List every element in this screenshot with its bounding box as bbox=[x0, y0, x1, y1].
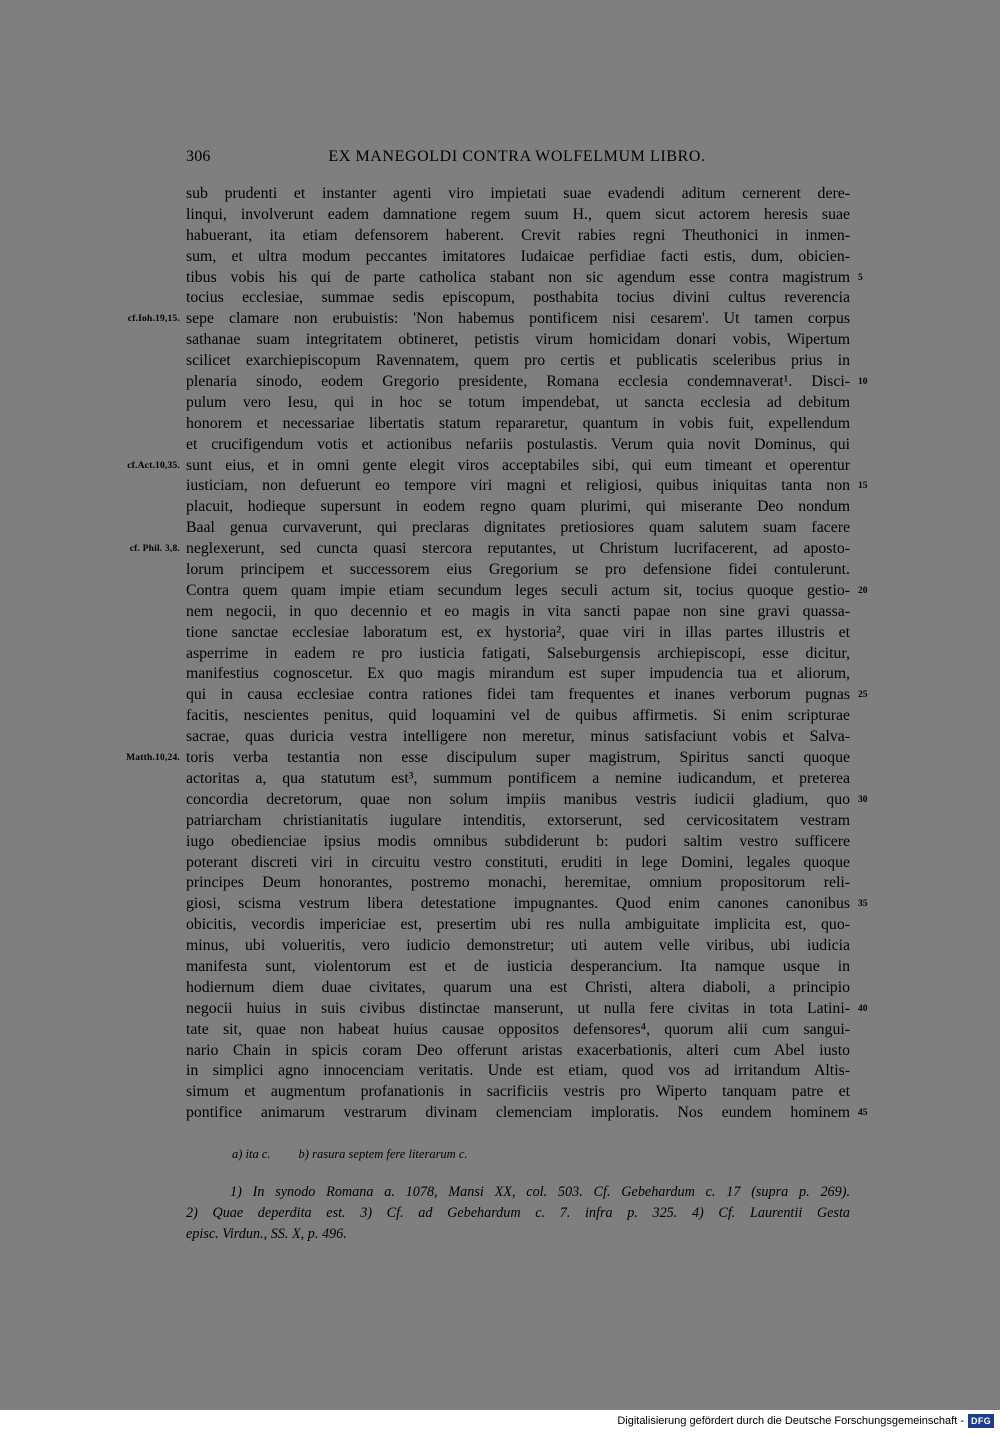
line-text: sepe clamare non erubuistis: 'Non habemus pontificem nisi cesarem'. Ut tamen corpus bbox=[186, 310, 850, 328]
line-text: actoritas a, qua statutum est³, summum pontificem a nemine iudicandum, et preterea bbox=[186, 769, 850, 787]
line-text: sathanae suam integritatem obtineret, petistis virum homicidam donari vobis, Wipertum bbox=[186, 331, 850, 349]
footnote-line: episc. Virdun., SS. X, p. 496. bbox=[186, 1226, 347, 1242]
text-line bbox=[186, 769, 850, 790]
line-text: principes Deum honorantes, postremo monachi, heremitae, omnium propositorum reli- bbox=[186, 874, 850, 892]
line-text: placuit, hodieque supersunt in eodem regno quam plurimi, qui miserante Deo nondum bbox=[186, 498, 850, 516]
text-line bbox=[186, 205, 850, 226]
text-line bbox=[186, 247, 850, 268]
footnotes bbox=[186, 1182, 850, 1245]
text-line bbox=[186, 581, 868, 602]
page-header bbox=[186, 148, 848, 172]
line-text: lorum principem et successorem eius Gregorium se pro defensione fidei contulerunt. bbox=[186, 561, 850, 579]
line-text: in simplici agno innocenciam veritatis. Unde est etiam, quod vos ad irritandum Altis- bbox=[186, 1062, 850, 1080]
line-text: pulum vero Iesu, qui in hoc se totum impendebat, ut sancta ecclesia ad debitum bbox=[186, 393, 850, 411]
line-text: scilicet exarchiepiscopum Ravennatem, quem pro certis et publicatis sceleribus prius in bbox=[186, 352, 850, 370]
text-line bbox=[186, 351, 850, 372]
text-line bbox=[186, 644, 850, 665]
text-line bbox=[186, 811, 850, 832]
text-line bbox=[186, 184, 850, 205]
line-text: manifesta sunt, violentorum est et de iusticia desperancium. Ita namque usque in bbox=[186, 957, 850, 975]
text-line bbox=[186, 435, 850, 456]
text-line bbox=[127, 456, 850, 477]
line-number: 15 bbox=[858, 481, 868, 492]
line-text: nario Chain in spicis coram Deo offerunt aristas exacerbationis, alteri cum Abel iusto bbox=[186, 1041, 850, 1059]
text-line bbox=[186, 623, 850, 644]
line-text: nem negocii, in quo decennio et eo magis in vita sancti papae non sine gravi quassa- bbox=[186, 602, 850, 620]
text-line bbox=[186, 1041, 850, 1062]
line-text: Contra quem quam impie etiam secundum leges seculi actum sit, tocius quoque gestio- bbox=[186, 581, 850, 599]
text-line bbox=[186, 602, 850, 623]
line-text: toris verba testantia non esse discipulum super magistrum, Spiritus sancti quoque bbox=[186, 749, 850, 767]
line-text: qui in causa ecclesiae contra rationes fidei tam frequentes et inanes verborum pugnas bbox=[186, 686, 850, 704]
line-text: facitis, nescientes penitus, quid loquamini vel de quibus affirmetis. Si enim scripturae bbox=[186, 707, 850, 725]
funding-credit: Digitalisierung gefördert durch die Deutsche Forschungsgemeinschaft - bbox=[617, 1415, 964, 1427]
line-text: linqui, involverunt eadem damnatione regem suum H., quem sicut actorem heresis suae bbox=[186, 205, 850, 223]
line-text: plenaria sinodo, eodem Gregorio presidente, Romana ecclesia condemnaverat¹. Disci- bbox=[186, 373, 850, 391]
margin-citation: Matth.10,24. bbox=[126, 753, 180, 764]
line-text: habuerant, ita etiam defensorem haberent. Crevit rabies regni Theuthonici in inmen- bbox=[186, 226, 850, 244]
line-text: honorem et necessariae libertatis statum repararetur, quantum in vobis fuit, expellendum bbox=[186, 414, 850, 432]
text-line bbox=[186, 1020, 850, 1041]
dfg-footer-bar bbox=[0, 1410, 1000, 1434]
margin-citation: cf.Ioh.19,15. bbox=[127, 314, 180, 325]
line-text: patriarcham christianitatis iugulare intenditis, extorserunt, sed cervicositatem vestram bbox=[186, 811, 850, 829]
margin-citation: cf.Act.10,35. bbox=[127, 460, 180, 471]
text-line bbox=[186, 1103, 868, 1124]
text-line bbox=[186, 873, 850, 894]
text-line bbox=[186, 1061, 850, 1082]
text-line bbox=[186, 894, 868, 915]
line-number: 10 bbox=[858, 377, 868, 388]
line-text: giosi, scisma vestrum libera detestatione impugnantes. Quod enim canones canonibus bbox=[186, 895, 850, 913]
text-line bbox=[186, 476, 868, 497]
text-line bbox=[186, 664, 850, 685]
dfg-logo: DFG bbox=[968, 1414, 994, 1428]
line-text: et crucifigendum votis et actionibus nefariis postulastis. Verum quia novit Dominus, qui bbox=[186, 435, 850, 453]
line-number: 30 bbox=[858, 794, 868, 805]
line-text: sacrae, quas duricia vestra intelligere non meretur, minus satisfaciunt vobis et Salva- bbox=[186, 728, 850, 746]
text-line bbox=[186, 288, 850, 309]
margin-citation: cf. Phil. 3,8. bbox=[129, 544, 180, 555]
footnote-line: 1) In synodo Romana a. 1078, Mansi XX, col. 503. Cf. Gebehardum c. 17 (supra p. 269). bbox=[230, 1184, 850, 1200]
text-line bbox=[186, 790, 868, 811]
line-text: tate sit, quae non habeat huius causae oppositos defensores⁴, quorum alii cum sangui- bbox=[186, 1020, 850, 1038]
line-text: Baal genua curvaverunt, qui preclaras dignitates pretiosiores quam salutem suam facere bbox=[186, 519, 850, 537]
text-line bbox=[186, 999, 868, 1020]
line-text: tibus vobis his qui de parte catholica stabant non sic agendum esse contra magistrum bbox=[186, 268, 850, 286]
text-line bbox=[186, 957, 850, 978]
line-number: 25 bbox=[858, 690, 868, 701]
text-line bbox=[186, 936, 850, 957]
text-line bbox=[127, 309, 850, 330]
text-line bbox=[186, 915, 850, 936]
line-text: negocii huius in suis civibus distinctae manserunt, ut nulla fere civitas in tota Latini- bbox=[186, 999, 850, 1017]
line-text: tocius ecclesiae, summae sedis episcopum, posthabita tocius divini cultus reverencia bbox=[186, 289, 850, 307]
line-number: 5 bbox=[858, 272, 863, 283]
line-text: obicitis, vecordis impericiae est, presertim ubi res nulla ambiguitate implicita est, quo- bbox=[186, 916, 850, 934]
line-text: sunt eius, et in omni gente elegit viros acceptabiles sibi, qui eum timeant et operentur bbox=[186, 456, 850, 474]
line-text: manifestius cognoscetur. Ex quo magis mirandum est super impudencia tua et aliorum, bbox=[186, 665, 850, 683]
textual-note-b: b) rasura septem fere literarum c. bbox=[298, 1147, 468, 1161]
line-text: hodiernum diem duae civitates, quarum una est Christi, altera diaboli, a principio bbox=[186, 978, 850, 996]
line-text: neglexerunt, sed cuncta quasi stercora reputantes, ut Christum lucrifacerent, ad aposto- bbox=[186, 540, 850, 558]
text-line bbox=[186, 518, 850, 539]
text-line bbox=[186, 393, 850, 414]
line-text: tione sanctae ecclesiae laboratum est, ex hystoria², quae viri in illas partes illustris et bbox=[186, 623, 850, 641]
line-text: iugo obedienciae ipsius modis omnibus subdiderunt b: pudori saltim vestro sufficere bbox=[186, 832, 850, 850]
text-line bbox=[186, 268, 863, 289]
line-text: sub prudenti et instanter agenti viro impietati suae evadendi aditum cernerent dere- bbox=[186, 185, 850, 202]
line-text: minus, ubi volueritis, vero iudicio demonstretur; uti autem velle viribus, ubi iudicia bbox=[186, 937, 850, 955]
line-text: asperrime in eadem re pro iusticia fatigati, Salseburgensis archiepiscopi, esse dicitur, bbox=[186, 644, 850, 662]
line-text: sum, et ultra modum peccantes imitatores Iudaicae perfidiae facti estis, dum, obicien- bbox=[186, 247, 850, 265]
line-text: poterant discreti viri in circuitu vestro constituti, eruditi in lege Domini, legales quoque bbox=[186, 853, 850, 871]
text-line bbox=[129, 539, 850, 560]
textual-notes bbox=[232, 1147, 468, 1162]
main-text bbox=[126, 184, 868, 1124]
line-text: simum et augmentum profanationis in sacrificiis vestris pro Wiperto tanquam patre et bbox=[186, 1083, 850, 1101]
text-line bbox=[186, 1082, 850, 1103]
text-line bbox=[186, 414, 850, 435]
text-line bbox=[126, 748, 850, 769]
line-text: iusticiam, non defuerunt eo tempore viri magni et religiosi, quibus iniquitas tanta non bbox=[186, 477, 850, 495]
page-number: 306 bbox=[186, 148, 211, 165]
text-line bbox=[186, 727, 850, 748]
text-line bbox=[186, 330, 850, 351]
text-line bbox=[186, 497, 850, 518]
text-line bbox=[186, 832, 850, 853]
running-title: EX MANEGOLDI CONTRA WOLFELMUM LIBRO. bbox=[328, 148, 706, 165]
line-text: concordia decretorum, quae non solum impiis manibus vestris iudicii gladium, quo bbox=[186, 790, 850, 808]
text-line bbox=[186, 560, 850, 581]
text-line bbox=[186, 978, 850, 999]
line-number: 20 bbox=[858, 585, 868, 596]
text-line bbox=[186, 853, 850, 874]
line-number: 35 bbox=[858, 899, 868, 910]
line-number: 40 bbox=[858, 1003, 868, 1014]
text-line bbox=[186, 226, 850, 247]
text-line bbox=[186, 706, 850, 727]
text-line bbox=[186, 685, 868, 706]
footnote-line: 2) Quae deperdita est. 3) Cf. ad Gebehardum c. 7. infra p. 325. 4) Cf. Laurentii Gesta bbox=[186, 1205, 850, 1221]
text-line bbox=[186, 372, 868, 393]
textual-note-a: a) ita c. bbox=[232, 1147, 271, 1161]
line-text: pontifice animarum vestrarum divinam clemenciam imploratis. Nos eundem hominem bbox=[186, 1104, 850, 1122]
line-number: 45 bbox=[858, 1108, 868, 1119]
